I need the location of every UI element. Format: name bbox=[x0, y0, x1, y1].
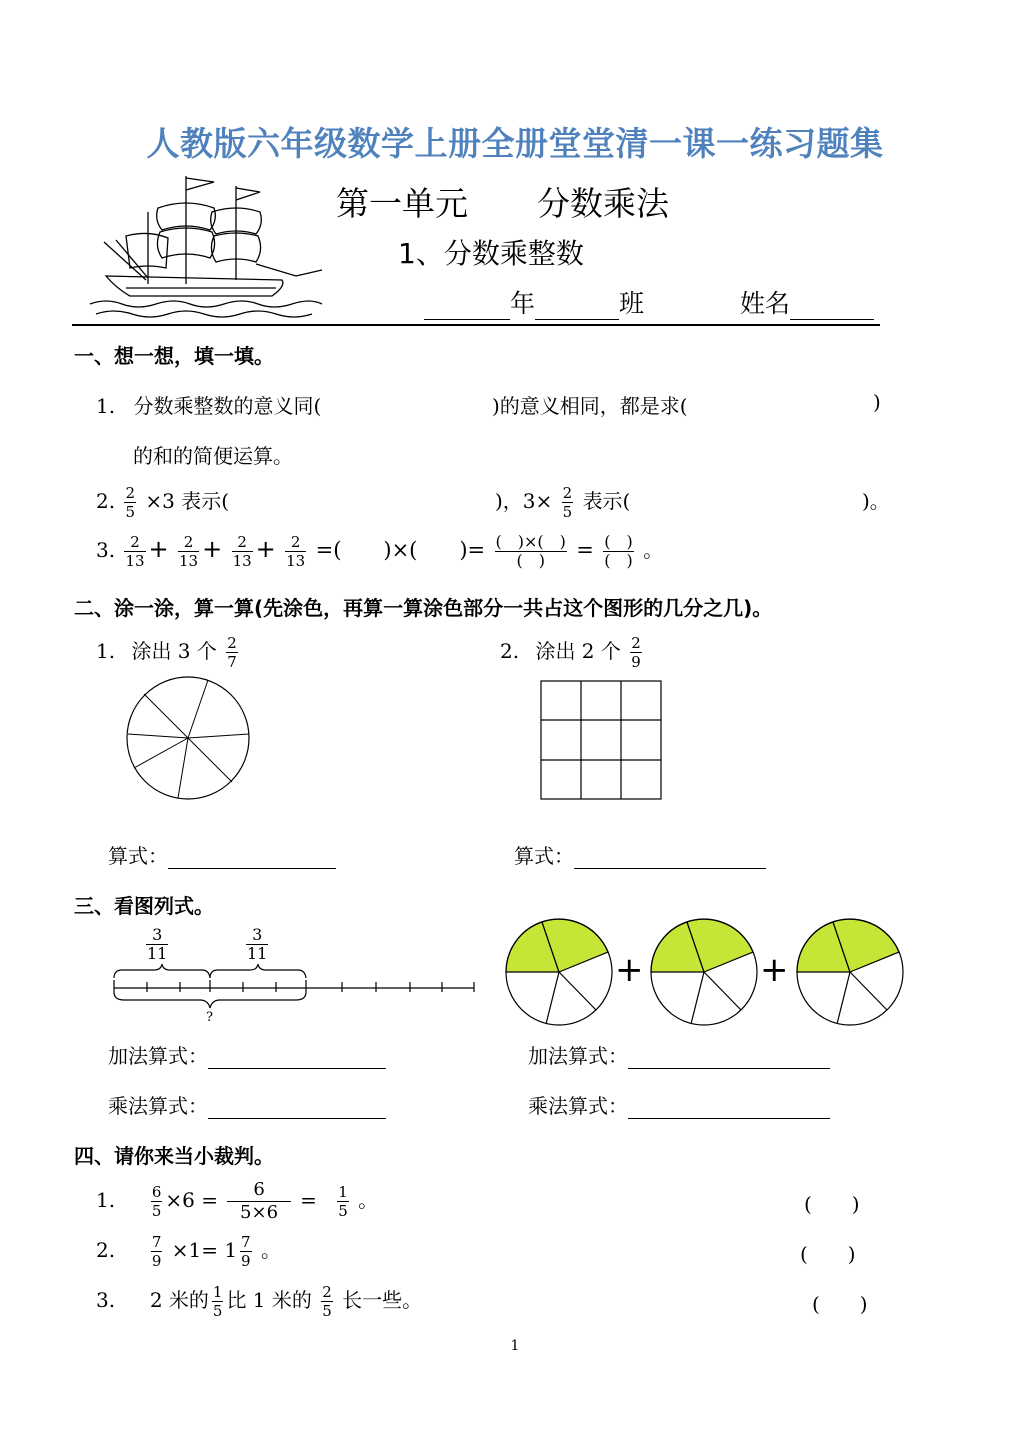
fraction: $\frac{2}{5}$ bbox=[562, 484, 573, 521]
q1-text-a: 分数乘整数的意义同( bbox=[133, 394, 322, 418]
i2-text: ×1= 1 bbox=[171, 1238, 238, 1262]
formula-label: 算式： bbox=[108, 844, 168, 868]
s1-q2-b bbox=[495, 478, 630, 524]
s1-q2 bbox=[96, 478, 229, 524]
add-label: 加法算式： bbox=[108, 1044, 208, 1068]
i3-text-b: 比 1 米的 bbox=[226, 1288, 312, 1312]
unit-label: 第一单元 bbox=[336, 184, 468, 223]
fraction: $\frac{6}{5\times 6}$ bbox=[227, 1179, 290, 1224]
section3-heading: 三、看图列式。 bbox=[74, 894, 214, 918]
q-number: 2. bbox=[96, 1238, 116, 1262]
q1-text-c: ) bbox=[873, 390, 881, 414]
q2-text-c: 表示( bbox=[582, 489, 631, 513]
q1-text-b: )的意义相同，都是求( bbox=[492, 394, 688, 418]
formula-blank[interactable] bbox=[628, 1048, 830, 1069]
i3-text-a: 2 米的 bbox=[149, 1288, 209, 1312]
fraction-blank[interactable]: $\frac{( )}{( )}$ bbox=[604, 532, 633, 570]
segment-fraction-1: $\frac{3}{11}$ bbox=[147, 925, 168, 963]
unit-heading bbox=[336, 178, 669, 225]
s2-q2 bbox=[500, 628, 645, 674]
pie-2 bbox=[651, 919, 757, 1025]
s3-mul-right bbox=[528, 1090, 830, 1119]
q1-text-d: 的和的简便运算。 bbox=[133, 444, 293, 468]
s4-item-2 bbox=[96, 1224, 281, 1276]
i3-text-c: 长一些。 bbox=[342, 1288, 423, 1312]
fraction: $\frac{2}{13}$ bbox=[286, 533, 306, 570]
fraction: $\frac{2}{13}$ bbox=[125, 533, 145, 570]
number-line bbox=[106, 964, 480, 1016]
q-number: 2. bbox=[96, 489, 116, 513]
plus-sign: + bbox=[148, 535, 169, 563]
s1-q1 bbox=[96, 390, 321, 419]
formula-blank[interactable] bbox=[208, 1048, 386, 1069]
fraction: $\frac{1}{5}$ bbox=[212, 1283, 223, 1320]
q3-equals: =( )×( )= bbox=[315, 538, 486, 562]
s2-q1 bbox=[96, 628, 241, 674]
period: 。 bbox=[358, 1188, 379, 1212]
sailing-ship-illustration bbox=[86, 172, 326, 328]
grade-blank[interactable] bbox=[424, 293, 510, 320]
class-blank[interactable] bbox=[535, 293, 619, 320]
class-label: 班 bbox=[619, 289, 645, 318]
formula-label: 算式： bbox=[514, 844, 574, 868]
plus-sign-1: + bbox=[615, 950, 644, 990]
plus-sign-2: + bbox=[760, 950, 789, 990]
grid-nine-parts[interactable] bbox=[540, 680, 662, 802]
add-label: 加法算式： bbox=[528, 1044, 628, 1068]
fraction: $\frac{7}{9}$ bbox=[151, 1233, 162, 1270]
q3-equals-2: = bbox=[576, 538, 594, 562]
fraction: $\frac{1}{5}$ bbox=[338, 1183, 348, 1220]
student-info-line bbox=[424, 284, 874, 320]
q-number: 1. bbox=[96, 394, 116, 418]
judge-blank-1[interactable]: ( ) bbox=[804, 1192, 860, 1216]
fraction: $\frac{2}{5}$ bbox=[125, 484, 135, 521]
q-number: 1. bbox=[96, 639, 116, 663]
page-number: 1 bbox=[510, 1338, 520, 1354]
mul-label: 乘法算式： bbox=[108, 1094, 208, 1118]
fraction: $\frac{2}{13}$ bbox=[179, 533, 199, 570]
year-label: 年 bbox=[510, 289, 536, 318]
q1-text: 涂出 3 个 bbox=[131, 639, 217, 663]
pie-circles bbox=[504, 914, 910, 1032]
circle-seven-parts[interactable] bbox=[124, 676, 252, 800]
page-title: 人教版六年级数学上册全册堂堂清一课一练习题集 bbox=[146, 124, 884, 163]
q-number: 3. bbox=[96, 1288, 116, 1312]
fraction: $\frac{2}{9}$ bbox=[631, 634, 641, 671]
q-number: 2. bbox=[500, 639, 520, 663]
plus-sign: + bbox=[255, 535, 276, 563]
question-mark: ? bbox=[206, 1010, 213, 1025]
s2-formula-1 bbox=[108, 840, 336, 869]
pie-1 bbox=[506, 919, 612, 1025]
name-blank[interactable] bbox=[790, 293, 874, 320]
formula-blank[interactable] bbox=[208, 1098, 386, 1119]
section4-heading: 四、请你来当小裁判。 bbox=[74, 1144, 274, 1168]
s2-formula-2 bbox=[514, 840, 766, 869]
section1-heading: 一、想一想，填一填。 bbox=[74, 344, 274, 368]
fraction: $\frac{2}{13}$ bbox=[232, 533, 252, 570]
fraction: $\frac{2}{5}$ bbox=[322, 1283, 332, 1320]
s1-q3 bbox=[96, 524, 663, 575]
judge-blank-2[interactable]: ( ) bbox=[800, 1242, 856, 1266]
fraction: $\frac{7}{9}$ bbox=[241, 1233, 251, 1270]
name-label: 姓名 bbox=[739, 289, 790, 318]
i1-text: ×6 = bbox=[165, 1188, 218, 1212]
s3-add-left bbox=[108, 1040, 386, 1069]
period: 。 bbox=[643, 538, 664, 562]
segment-fraction-2: $\frac{3}{11}$ bbox=[247, 925, 268, 963]
unit-name: 分数乘法 bbox=[537, 184, 669, 223]
q2-text-d: )。 bbox=[862, 489, 890, 513]
q-number: 1. bbox=[96, 1188, 116, 1212]
fraction: $\frac{2}{7}$ bbox=[227, 634, 237, 671]
q2-text-a: ×3 表示( bbox=[145, 489, 230, 513]
plus-sign: + bbox=[202, 535, 223, 563]
judge-blank-3[interactable]: ( ) bbox=[812, 1292, 868, 1316]
q2-text-b: )，3× bbox=[495, 489, 553, 513]
q-number: 3. bbox=[96, 538, 116, 562]
formula-blank[interactable] bbox=[574, 848, 766, 869]
formula-blank[interactable] bbox=[168, 848, 336, 869]
mul-label: 乘法算式： bbox=[528, 1094, 628, 1118]
header-divider bbox=[72, 324, 880, 326]
pie-3 bbox=[797, 919, 903, 1025]
s4-item-3 bbox=[96, 1274, 422, 1326]
period: 。 bbox=[260, 1238, 281, 1262]
q2-text: 涂出 2 个 bbox=[535, 639, 621, 663]
formula-blank[interactable] bbox=[628, 1098, 830, 1119]
fraction-blank[interactable]: $\frac{( )\times( )}{( )}$ bbox=[495, 532, 566, 570]
s3-mul-left bbox=[108, 1090, 386, 1119]
s4-item-1 bbox=[96, 1172, 378, 1228]
s3-add-right bbox=[528, 1040, 830, 1069]
fraction: $\frac{6}{5}$ bbox=[151, 1183, 162, 1220]
section2-heading: 二、涂一涂，算一算(先涂色，再算一算涂色部分一共占这个图形的几分之几)。 bbox=[74, 596, 773, 620]
equals: = bbox=[300, 1188, 317, 1212]
lesson-title: 1、分数乘整数 bbox=[398, 237, 584, 270]
